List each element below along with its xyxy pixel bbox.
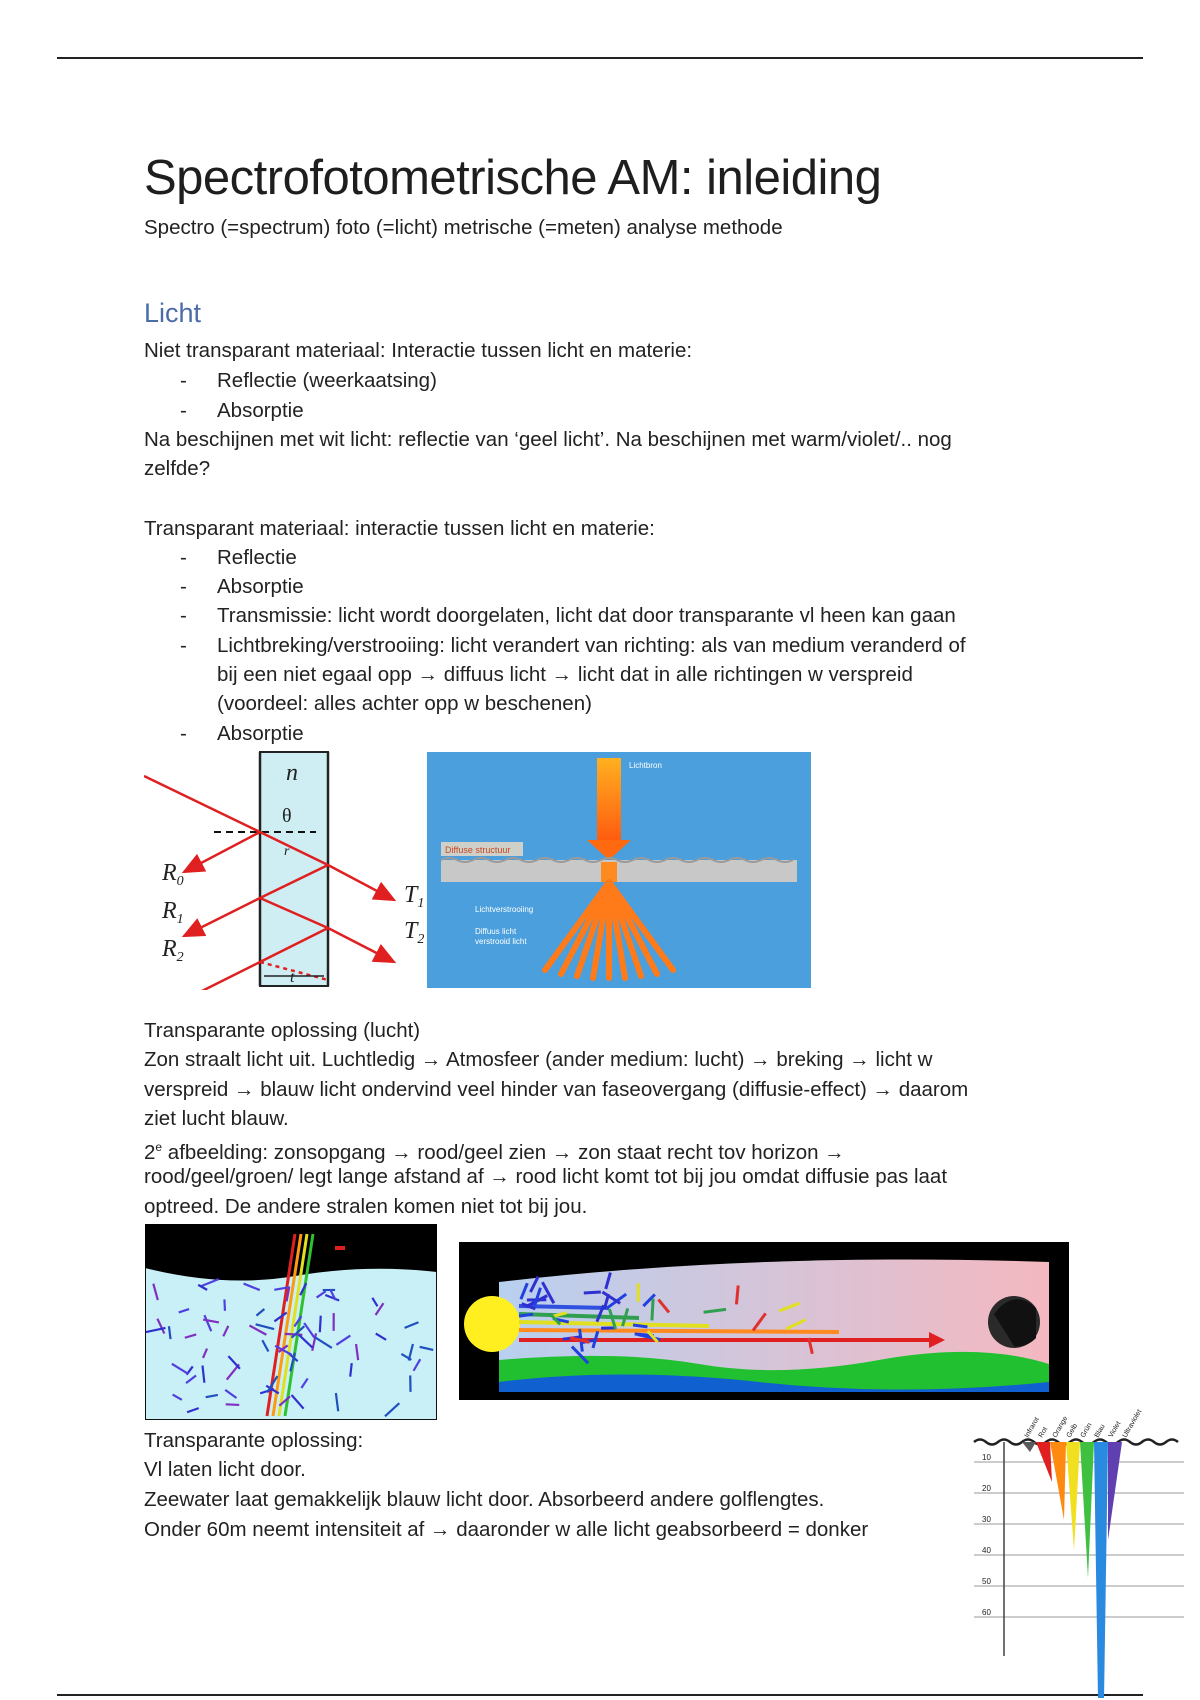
list-item: - Lichtbreking/verstrooiing: licht verandert van richting: als van medium veranderd of [180,634,966,657]
scattered-light-arrow [736,1286,738,1305]
paragraph: Zon straalt licht uit. Luchtledig → Atmosfeer (ander medium: lucht) → breking → licht w [144,1048,933,1071]
depth-label: 20 [982,1484,991,1493]
paragraph: Vl laten licht door. [144,1458,306,1481]
section-heading-licht: Licht [144,298,202,328]
transparant-intro: Transparant materiaal: interactie tussen licht en materie: [144,517,655,540]
label-t2: $T_2$ [404,918,425,947]
depth-label: 60 [982,1608,991,1617]
scattered-light-arrow [226,1404,240,1405]
list-item: - Reflectie [180,546,297,569]
niet-transparant-intro: Niet transparant materiaal: Interactie tussen licht en materie: [144,339,693,362]
label-t: t [290,969,295,986]
label-r2: $R_2$ [162,936,184,965]
label-diffuus-licht: Diffuus licht [475,927,517,936]
paragraph: ziet lucht blauw. [144,1107,289,1130]
list-item: - Absorptie [180,575,304,598]
list-item: - Transmissie: licht wordt doorgelaten, licht dat door transparante vl heen kan gaan [180,604,956,627]
list-item-continuation: (voordeel: alles achter opp w beschenen) [217,692,592,715]
depth-label: 30 [982,1515,991,1524]
list-item: - Absorptie [180,399,304,422]
color-band-label: Ultraviolet [1121,1408,1144,1439]
page-title: Spectrofotometrische AM: inleiding [144,151,882,205]
top-rule [57,57,1143,59]
list-item-continuation: bij een niet egaal opp → diffuus licht → licht dat in alle richtingen w verspreid [217,663,913,686]
slab-refraction-diagram [144,750,434,990]
color-band-label: Orange [1051,1415,1070,1439]
sunrise-atmosphere-diagram [459,1242,1069,1400]
color-band-label: Infrarot [1023,1416,1041,1439]
label-t1: $T_1$ [404,882,425,911]
list-item: - Absorptie [180,722,304,745]
sea-depth-light-diagram [970,1400,1188,1698]
scattered-light-arrow [320,1316,321,1333]
label-verstrooid-licht: verstrooid licht [475,937,527,946]
lucht-heading: Transparante oplossing (lucht) [144,1019,421,1042]
depth-label: 10 [982,1453,991,1462]
label-lichtverstrooiing: Lichtverstrooiing [475,905,534,914]
paragraph: Zeewater laat gemakkelijk blauw licht door. Absorbeerd andere golflengtes. [144,1488,825,1511]
scattered-light-arrow [633,1325,647,1327]
paragraph: Onder 60m neemt intensiteit af → daaronder w alle licht geabsorbeerd = donker [144,1518,869,1541]
sky-scattering-diagram [145,1224,437,1420]
scattered-light-arrow [584,1292,601,1293]
label-diffuse-structuur: Diffuse structuur [445,845,511,855]
paragraph: 2e afbeelding: zonsopgang → rood/geel zien → zon staat recht tov horizon → [144,1140,845,1164]
color-band-label: Violet [1107,1420,1123,1439]
scattered-light-arrow [652,1299,653,1321]
label-theta: θ [282,805,292,827]
paragraph: rood/geel/groen/ legt lange afstand af → rood licht komt tot bij jou omdat diffusie pas laat [144,1165,948,1188]
label-r1: $R_1$ [162,898,184,927]
color-band-label: Grün [1079,1422,1094,1439]
depth-label: 40 [982,1546,991,1555]
label-r: r [284,844,290,859]
paragraph: verspreid → blauw licht ondervind veel hinder van faseovergang (diffusie-effect) → daarom [144,1078,969,1101]
paragraph: Na beschijnen met wit licht: reflectie van ‘geel licht’. Na beschijnen met warm/violet/.. nog [144,428,952,451]
color-band-label: Gelb [1065,1422,1080,1439]
depth-label: 50 [982,1577,991,1586]
label-lichtbron: Lichtbron [629,761,662,770]
label-n: n [286,760,298,786]
color-band-label: Blau [1093,1423,1107,1439]
paragraph: zelfde? [144,457,211,480]
scattered-light-arrow [350,1363,352,1377]
paragraph: optreed. De andere stralen komen niet tot bij jou. [144,1195,588,1218]
subtitle: Spectro (=spectrum) foto (=licht) metrische (=meten) analyse methode [144,216,783,239]
oplossing-heading: Transparante oplossing: [144,1429,364,1452]
label-r0: $R_0$ [162,860,184,889]
scattered-light-arrow [519,1314,533,1316]
list-item: - Reflectie (weerkaatsing) [180,369,437,392]
diffuse-scattering-diagram [427,752,811,988]
color-band-label: Rot [1037,1426,1050,1439]
